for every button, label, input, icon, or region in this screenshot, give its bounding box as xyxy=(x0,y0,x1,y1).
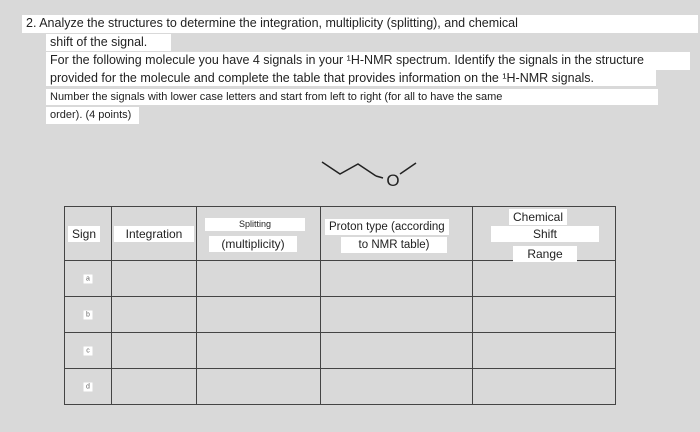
molecule-structure xyxy=(318,150,428,195)
row-label: a xyxy=(84,274,93,283)
cell-integration[interactable] xyxy=(112,261,197,297)
header-range-label: Range xyxy=(513,246,577,262)
header-sign xyxy=(65,207,112,261)
header-proton-type-label: Proton type (according xyxy=(325,219,449,235)
header-integration-label: Integration xyxy=(114,226,194,242)
cell-sign[interactable] xyxy=(65,297,112,333)
cell-proton-type[interactable] xyxy=(321,333,473,369)
cell-proton-type[interactable] xyxy=(321,297,473,333)
question-line-2: shift of the signal. xyxy=(46,34,171,51)
header-nmr-table-label: to NMR table) xyxy=(341,237,447,253)
cell-integration[interactable] xyxy=(112,333,197,369)
header-splitting-label: Splitting xyxy=(205,218,305,231)
row-label: d xyxy=(84,382,93,391)
table-row xyxy=(65,333,616,369)
cell-chemical-shift[interactable] xyxy=(473,297,616,333)
cell-proton-type[interactable] xyxy=(321,369,473,405)
question-line-4: provided for the molecule and complete the table that provides information on the ¹H-NMR signals. xyxy=(46,70,656,86)
row-label: b xyxy=(84,310,93,319)
question-line-6: order). (4 points) xyxy=(46,107,139,124)
cell-splitting[interactable] xyxy=(197,369,321,405)
table-row xyxy=(65,369,616,405)
cell-sign[interactable] xyxy=(65,261,112,297)
cell-proton-type[interactable] xyxy=(321,261,473,297)
header-proton-type xyxy=(321,207,473,261)
header-multiplicity-label: (multiplicity) xyxy=(209,236,297,252)
header-chemical-label: Chemical xyxy=(509,209,567,225)
question-line-5: Number the signals with lower case letters and start from left to right (for all to have the same xyxy=(46,89,658,105)
cell-splitting[interactable] xyxy=(197,333,321,369)
cell-integration[interactable] xyxy=(112,369,197,405)
header-integration xyxy=(112,207,197,261)
header-splitting xyxy=(197,207,321,261)
cell-sign[interactable] xyxy=(65,369,112,405)
question-line-3: For the following molecule you have 4 signals in your ¹H-NMR spectrum. Identify the signals in the structure xyxy=(46,52,690,70)
oxygen-atom-label: O xyxy=(386,171,400,190)
table-header-row xyxy=(65,207,616,261)
cell-chemical-shift[interactable] xyxy=(473,333,616,369)
cell-chemical-shift[interactable] xyxy=(473,369,616,405)
header-sign-label: Sign xyxy=(68,226,100,242)
table-row xyxy=(65,261,616,297)
header-shift-label: Shift xyxy=(491,226,599,242)
carbon-chain-bond xyxy=(322,162,376,176)
question-line-1: 2. Analyze the structures to determine the integration, multiplicity (splitting), and chemical xyxy=(22,15,698,33)
methyl-bond xyxy=(400,163,416,174)
table-row xyxy=(65,297,616,333)
cell-chemical-shift[interactable] xyxy=(473,261,616,297)
row-label: c xyxy=(84,346,93,355)
cell-splitting[interactable] xyxy=(197,297,321,333)
cell-sign[interactable] xyxy=(65,333,112,369)
cell-integration[interactable] xyxy=(112,297,197,333)
cell-splitting[interactable] xyxy=(197,261,321,297)
nmr-table xyxy=(64,206,616,405)
header-chemical-shift xyxy=(473,207,616,261)
oxygen-bond xyxy=(376,176,383,178)
